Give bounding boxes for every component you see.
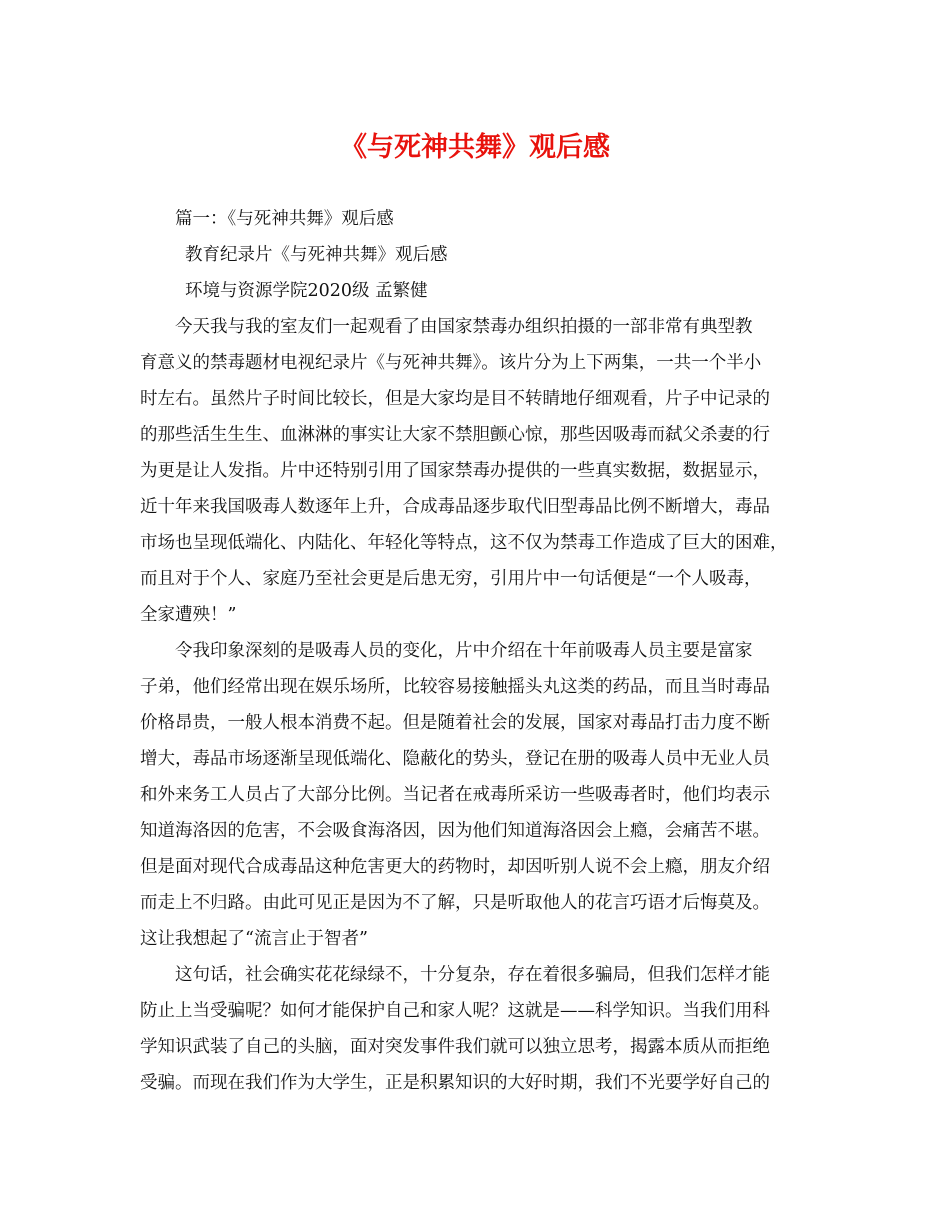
paragraph-2-line: 子弟，他们经常出现在娱乐场所，比较容易接触摇头丸这类的药品，而且当时毒品 [140, 677, 770, 697]
film-title-heading: 教育纪录片《与死神共舞》观后感 [185, 245, 448, 265]
paragraph-1-line: 而且对于个人、家庭乃至社会更是后患无穷，引用片中一句话便是“一个人吸毒， [140, 569, 762, 589]
paragraph-3-line: 受骗。而现在我们作为大学生，正是积累知识的大好时期，我们不光要学好自己的 [140, 1073, 770, 1093]
paragraph-1-line: 的那些活生生生、血淋淋的事实让大家不禁胆颤心惊，那些因吸毒而弑父杀妻的行 [140, 425, 770, 445]
paragraph-1-line: 为更是让人发指。片中还特别引用了国家禁毒办提供的一些真实数据，数据显示， [140, 461, 770, 481]
paragraph-2-line: 令我印象深刻的是吸毒人员的变化，片中介绍在十年前吸毒人员主要是富家 [175, 641, 753, 661]
paragraph-1-line: 今天我与我的室友们一起观看了由国家禁毒办组织拍摄的一部非常有典型教 [175, 317, 753, 337]
paragraph-3-line: 防止上当受骗呢？如何才能保护自己和家人呢？这就是——科学知识。当我们用科 [140, 1001, 770, 1021]
paragraph-1-line: 育意义的禁毒题材电视纪录片《与死神共舞》。该片分为上下两集，一共一个半小 [140, 353, 762, 373]
paragraph-3-line: 学知识武装了自己的头脑，面对突发事件我们就可以独立思考，揭露本质从而拒绝 [140, 1037, 770, 1057]
paragraph-1-line: 全家遭殃！” [140, 605, 237, 625]
paragraph-1-line: 市场也呈现低端化、内陆化、年轻化等特点，这不仅为禁毒工作造成了巨大的困难， [140, 533, 788, 553]
document-title: 《与死神共舞》观后感 [340, 132, 610, 163]
paragraph-2-line: 知道海洛因的危害，不会吸食海洛因，因为他们知道海洛因会上瘾，会痛苦不堪。 [140, 821, 770, 841]
paragraph-2-line: 但是面对现代合成毒品这种危害更大的药物时，却因听别人说不会上瘾，朋友介绍 [140, 857, 770, 877]
paragraph-3-line: 这句话，社会确实花花绿绿不，十分复杂，存在着很多骗局，但我们怎样才能 [175, 965, 770, 985]
paragraph-2-line: 这让我想起了“流言止于智者” [140, 929, 368, 949]
section-heading: 篇一：《与死神共舞》观后感 [175, 209, 394, 229]
paragraph-2-line: 价格昂贵，一般人根本消费不起。但是随着社会的发展，国家对毒品打击力度不断 [140, 713, 770, 733]
paragraph-1-line: 时左右。虽然片子时间比较长，但是大家均是目不转睛地仔细观看，片子中记录的 [140, 389, 770, 409]
paragraph-2-line: 增大，毒品市场逐渐呈现低端化、隐蔽化的势头，登记在册的吸毒人员中无业人员 [140, 749, 770, 769]
paragraph-2-line: 和外来务工人员占了大部分比例。当记者在戒毒所采访一些吸毒者时，他们均表示 [140, 785, 770, 805]
author-line: 环境与资源学院2020级 孟繁健 [185, 281, 428, 301]
paragraph-2-line: 而走上不归路。由此可见正是因为不了解，只是听取他人的花言巧语才后悔莫及。 [140, 893, 770, 913]
paragraph-1-line: 近十年来我国吸毒人数逐年上升，合成毒品逐步取代旧型毒品比例不断增大，毒品 [140, 497, 770, 517]
